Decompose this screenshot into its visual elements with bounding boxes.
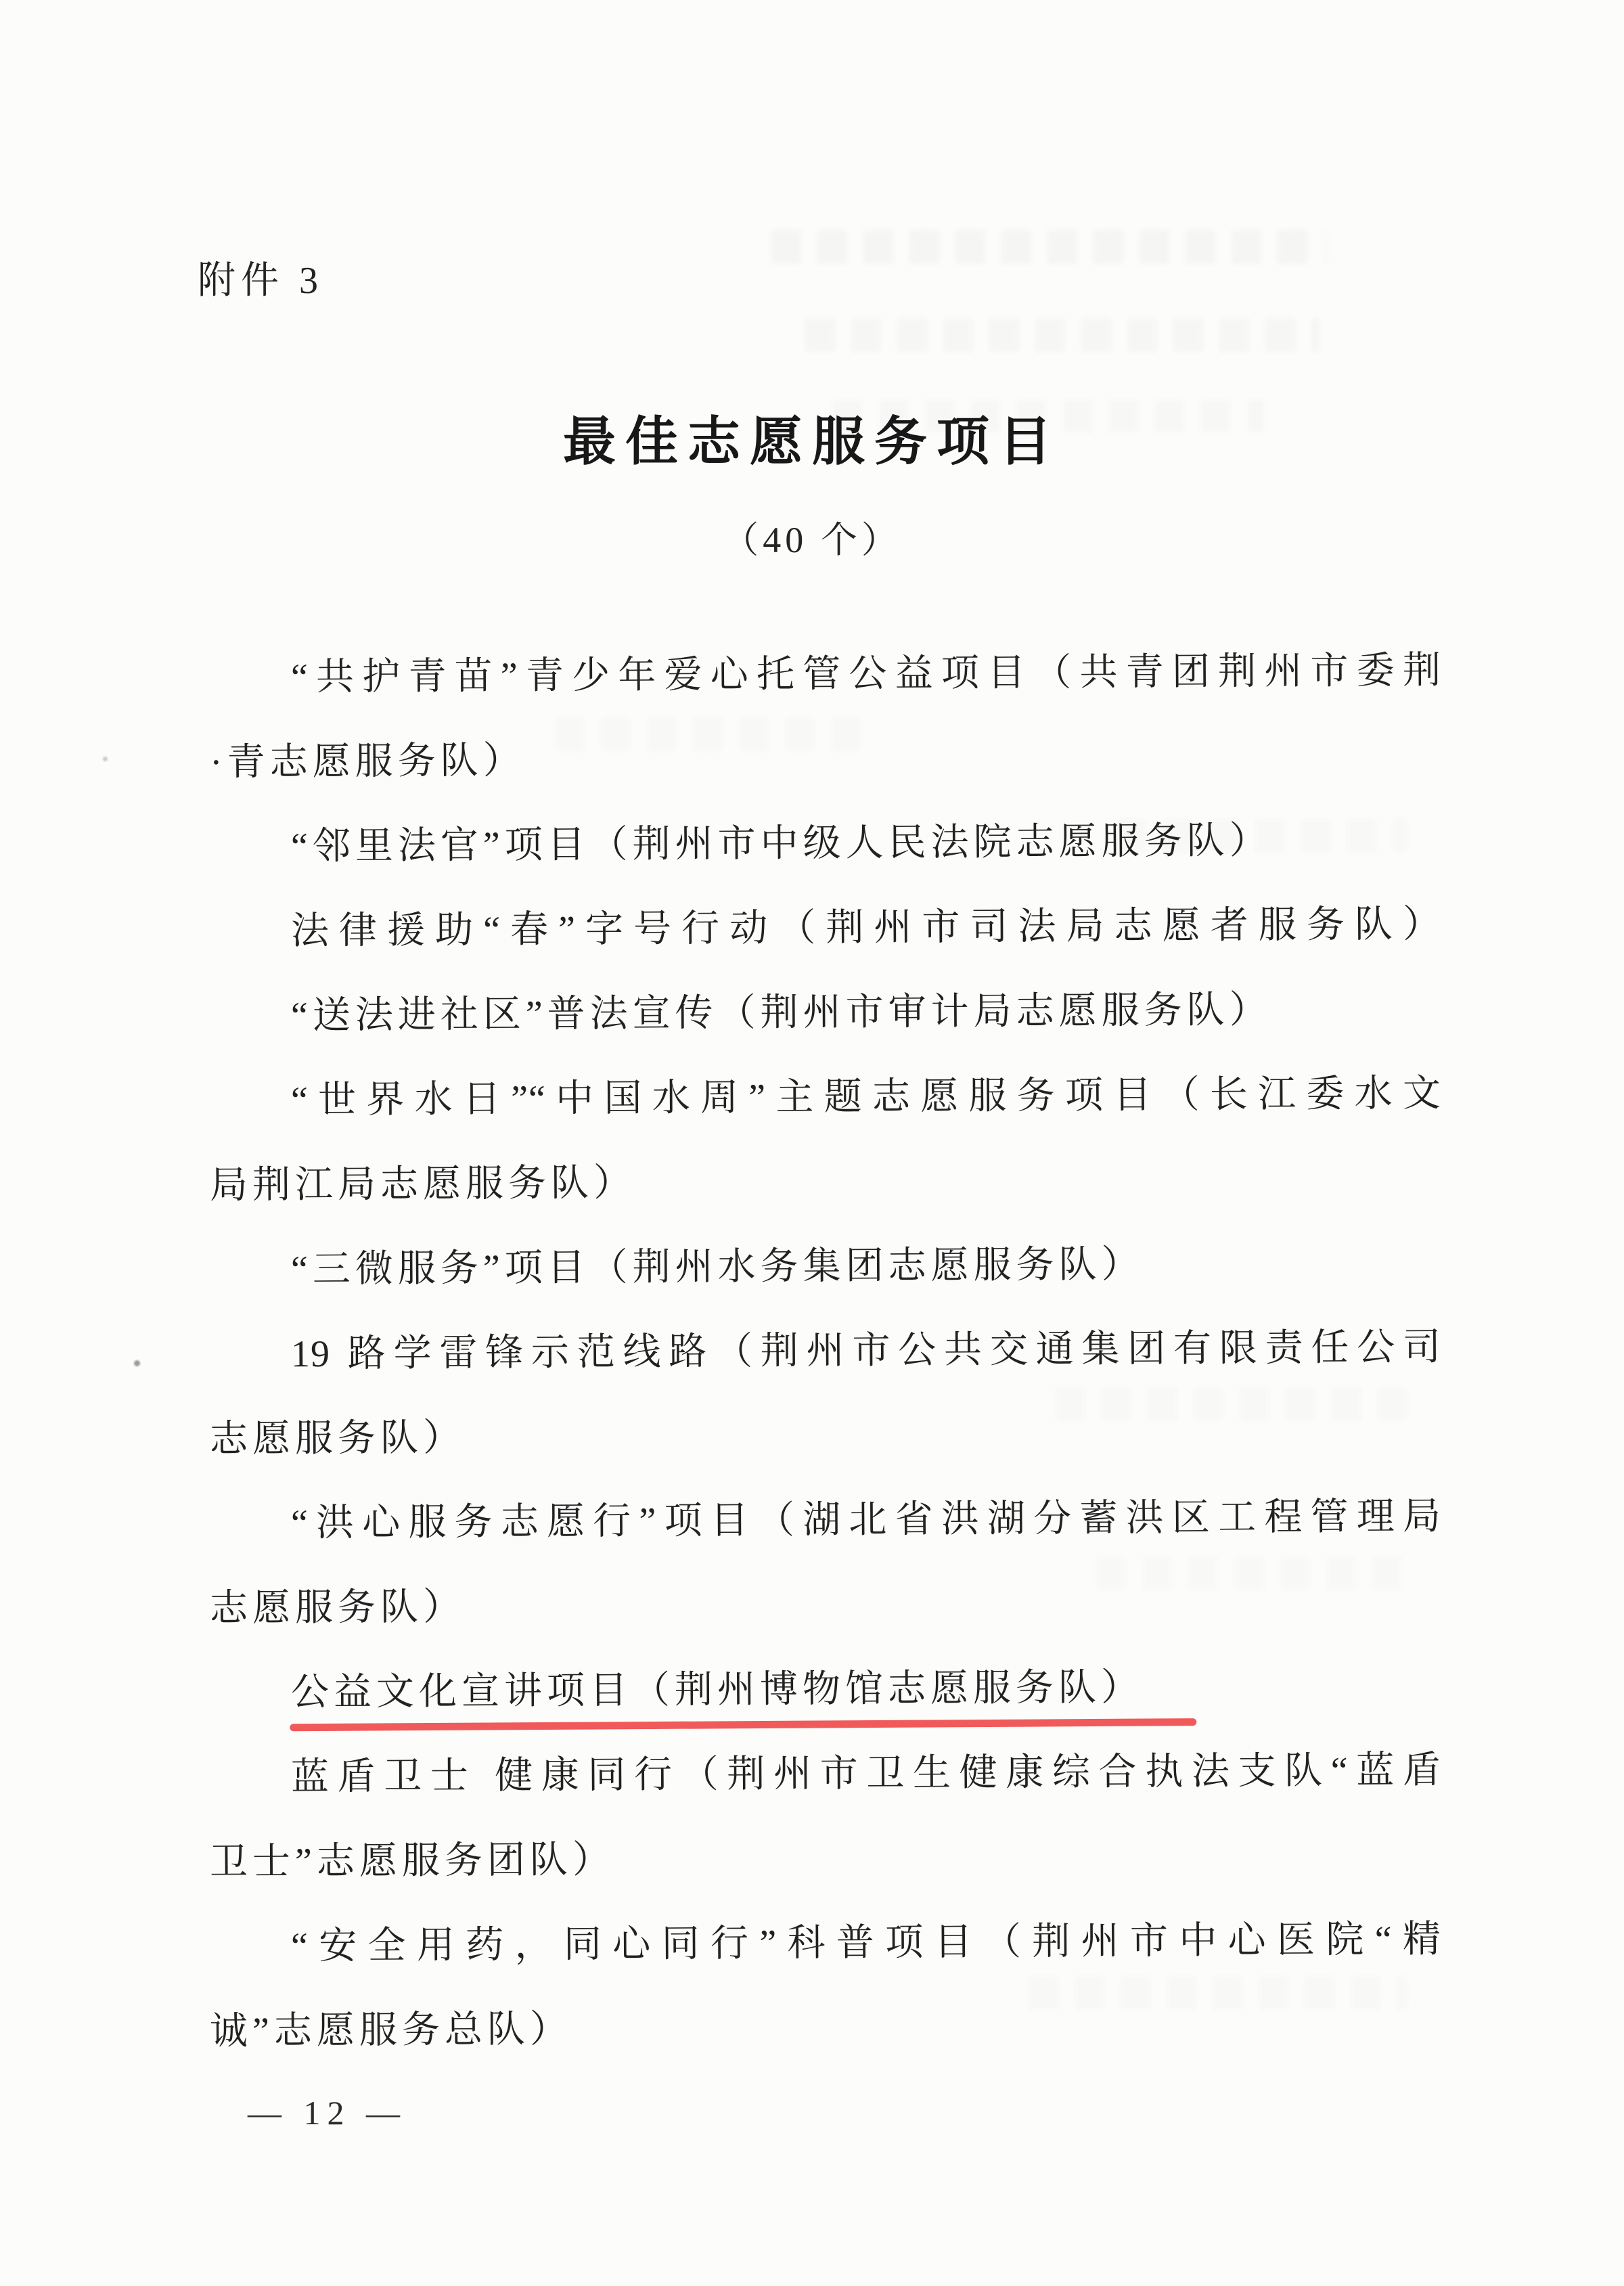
list-line: “送法进社区”普法宣传（荆州市审计局志愿服务队）: [290, 989, 1272, 1037]
red-underline-highlight: [290, 1718, 1196, 1731]
list-line: “三微服务”项目（荆州水务集团志愿服务队）: [290, 1243, 1144, 1291]
list-line: “共护青苗”青少年爱心托管公益项目（共青团荆州市委荆: [290, 649, 1442, 699]
count-note: （40 个）: [722, 520, 902, 560]
list-line: 局荆江局志愿服务队）: [209, 1162, 637, 1207]
list-line-highlighted: [210, 1663, 1441, 1716]
page-number: — 12 —: [248, 2094, 407, 2132]
highlighted-line-text: 公益文化宣讲项目（荆州博物馆志愿服务队）: [290, 1666, 1144, 1714]
list-line: 卫士”志愿服务团队）: [209, 1839, 616, 1883]
list-line: “安全用药，同心同行”科普项目（荆州市中心医院“精: [290, 1918, 1442, 1968]
list-line: 19 路学雷锋示范线路（荆州市公共交通集团有限责任公司: [290, 1326, 1442, 1376]
list-line: ·青志愿服务队）: [209, 740, 526, 784]
list-line: “邻里法官”项目（荆州市中级人民法院志愿服务队）: [290, 820, 1272, 868]
list-line: “世界水日”“中国水周”主题志愿服务项目（长江委水文: [290, 1072, 1442, 1122]
list-line: “洪心服务志愿行”项目（湖北省洪湖分蓄洪区工程管理局: [290, 1495, 1442, 1545]
list-line: 法律援助“春”字号行动（荆州市司法局志愿者服务队）: [290, 903, 1442, 953]
list-line: 诚”志愿服务总队）: [209, 2008, 573, 2053]
list-line: 蓝盾卫士 健康同行（荆州市卫生健康综合执法支队“蓝盾: [290, 1749, 1442, 1799]
document-title: 最佳志愿服务项目: [562, 411, 1061, 471]
list-line: 志愿服务队）: [209, 1586, 466, 1630]
attachment-label: 附件 3: [198, 260, 323, 302]
list-line: 志愿服务队）: [209, 1416, 466, 1460]
